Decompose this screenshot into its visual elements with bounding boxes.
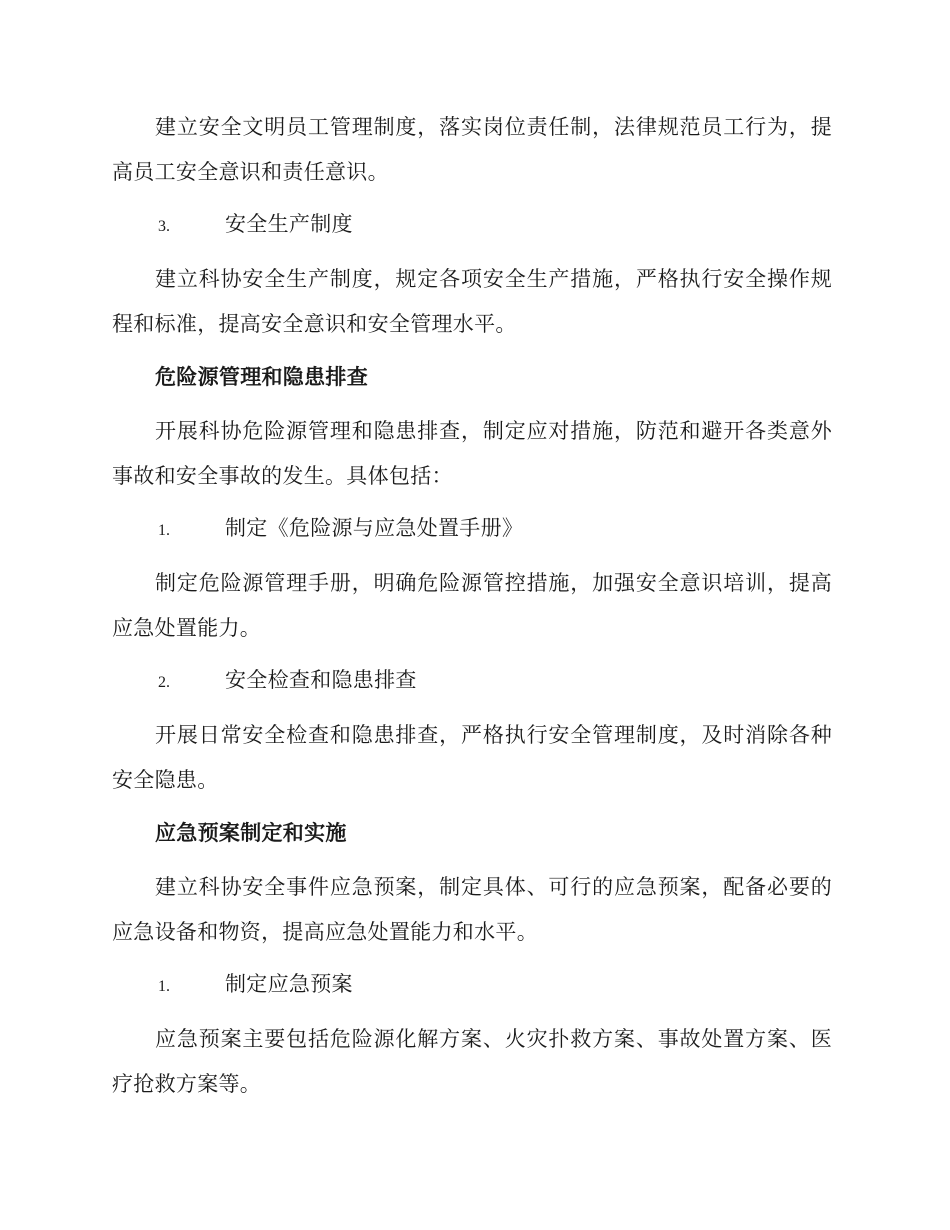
list-text: 制定《危险源与应急处置手册》: [225, 516, 524, 540]
list-item-safety-production: [158, 209, 353, 242]
paragraph-safety-inspection: 开展日常安全检查和隐患排查，严格执行安全管理制度，及时消除各种安全隐患。: [112, 723, 832, 792]
list-item-formulate-plan: [158, 969, 353, 1002]
list-text: 安全检查和隐患排查: [225, 668, 417, 692]
paragraph-hazard-handbook: 制定危险源管理手册，明确危险源管控措施，加强安全意识培训，提高应急处置能力。: [112, 571, 832, 640]
list-text: 安全生产制度: [225, 212, 353, 236]
list-item-safety-inspection: [158, 665, 417, 698]
list-item-hazard-handbook: [158, 513, 523, 546]
paragraph-safety-production: 建立科协安全生产制度，规定各项安全生产措施，严格执行安全操作规程和标准，提高安全意识和安全管理水平。: [112, 267, 832, 336]
heading-emergency-plan: 应急预案制定和实施: [155, 820, 347, 845]
heading-hazard-management: 危险源管理和隐患排查: [155, 364, 368, 389]
list-number: 1.: [158, 978, 170, 995]
paragraph-staff-management: 建立安全文明员工管理制度，落实岗位责任制，法律规范员工行为，提高员工安全意识和责任意识。: [112, 115, 832, 184]
paragraph-plan-contents: 应急预案主要包括危险源化解方案、火灾扑救方案、事故处置方案、医疗抢救方案等。: [112, 1027, 832, 1096]
list-text: 制定应急预案: [225, 972, 353, 996]
list-number: 1.: [158, 522, 170, 539]
paragraph-emergency-plan: 建立科协安全事件应急预案，制定具体、可行的应急预案，配备必要的应急设备和物资，提高应急处置能力和水平。: [112, 875, 832, 944]
list-number: 2.: [158, 674, 170, 691]
list-number: 3.: [158, 218, 170, 235]
paragraph-hazard-management: 开展科协危险源管理和隐患排查，制定应对措施，防范和避开各类意外事故和安全事故的发生。具体包括：: [112, 419, 832, 488]
